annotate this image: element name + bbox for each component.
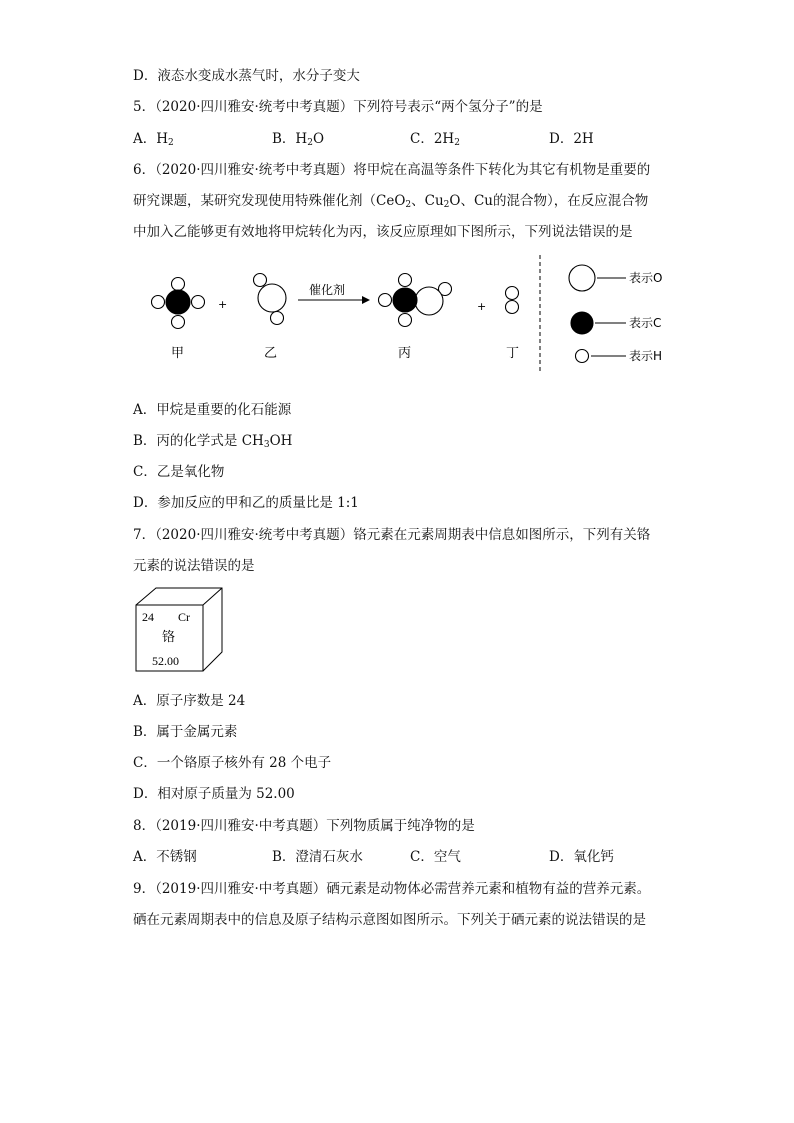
q8-option-d: D．氧化钙 — [549, 849, 614, 865]
methanol-molecule — [379, 274, 452, 327]
reaction-diagram — [140, 250, 680, 375]
q7-option-b: B．属于金属元素 — [133, 724, 238, 740]
q6-stem-line3: 中加入乙能够更有效地将甲烷转化为丙，该反应原理如下图所示，下列说法错误的是 — [133, 224, 633, 240]
label-jia: 甲 — [171, 346, 185, 361]
q6-option-c: C．乙是氧化物 — [133, 464, 225, 480]
q8-option-b: B．澄清石灰水 — [272, 849, 363, 865]
q5-stem: 5．（2020·四川雅安·统考中考真题）下列符号表示“两个氢分子”的是 — [133, 99, 543, 115]
q8-option-a: A．不锈钢 — [133, 849, 197, 865]
legend-carbon-label: 表示C — [629, 316, 662, 330]
methane-molecule — [152, 278, 205, 329]
element-symbol: Cr — [178, 610, 190, 624]
q5-option-b: B．$H_2O$ — [272, 131, 325, 148]
q6-option-b: B．丙的化学式是 $CH_3OH$ — [133, 433, 293, 450]
legend-oxygen-symbol — [569, 265, 595, 291]
plus-sign-1: + — [218, 298, 228, 311]
q7-option-a: A．原子序数是 24 — [133, 693, 246, 709]
reaction-arrow-head — [362, 296, 370, 304]
element-card-chromium — [133, 586, 228, 676]
label-bing: 丙 — [398, 346, 412, 361]
q4-option-d: D．液态水变成水蒸气时，水分子变大 — [133, 68, 360, 84]
q6-option-d: D．参加反应的甲和乙的质量比是 1:1 — [133, 495, 359, 511]
label-yi: 乙 — [264, 346, 278, 361]
q9-stem-line2: 硒在元素周期表中的信息及原子结构示意图如图所示。下列关于硒元素的说法错误的是 — [133, 912, 646, 928]
oxygen-molecule — [254, 274, 287, 325]
q5-option-d: D．2H — [549, 131, 594, 147]
q7-option-c: C．一个铬原子核外有 28 个电子 — [133, 755, 332, 771]
catalyst-label: 催化剂 — [309, 283, 346, 297]
legend-oxygen-label: 表示O — [629, 271, 663, 285]
element-mass: 52.00 — [152, 654, 179, 668]
q7-stem-line2: 元素的说法错误的是 — [133, 558, 255, 574]
q7-option-d: D．相对原子质量为 52.00 — [133, 786, 295, 802]
legend-carbon-symbol — [571, 312, 593, 334]
legend-hydrogen-symbol — [576, 350, 589, 363]
q5-option-a: A．$H_2$ — [133, 131, 174, 148]
q9-stem-line1: 9．（2019·四川雅安·中考真题）硒元素是动物体必需营养元素和植物有益的营养元素。 — [133, 881, 651, 897]
q5-option-c: C．$2H_2$ — [410, 131, 460, 148]
element-name: 铬 — [162, 630, 176, 645]
q8-stem: 8．（2019·四川雅安·中考真题）下列物质属于纯净物的是 — [133, 818, 475, 834]
q7-stem-line1: 7．（2020·四川雅安·统考中考真题）铬元素在元素周期表中信息如图所示，下列有关铬 — [133, 527, 651, 543]
plus-sign-2: + — [477, 300, 487, 313]
q6-stem-line1: 6．（2020·四川雅安·统考中考真题）将甲烷在高温等条件下转化为其它有机物是重要的 — [133, 162, 651, 178]
label-ding: 丁 — [506, 346, 520, 361]
legend-hydrogen-label: 表示H — [629, 349, 663, 363]
q6-stem-line2: 研究课题，某研究发现使用特殊催化剂（CeO$_2$、$Cu_2O$、Cu的混合物），在反应混合物 — [133, 193, 649, 210]
q8-option-c: C．空气 — [410, 849, 461, 865]
q6-option-a: A．甲烷是重要的化石能源 — [133, 402, 292, 418]
element-number: 24 — [142, 610, 154, 624]
hydrogen-molecule — [506, 287, 519, 314]
